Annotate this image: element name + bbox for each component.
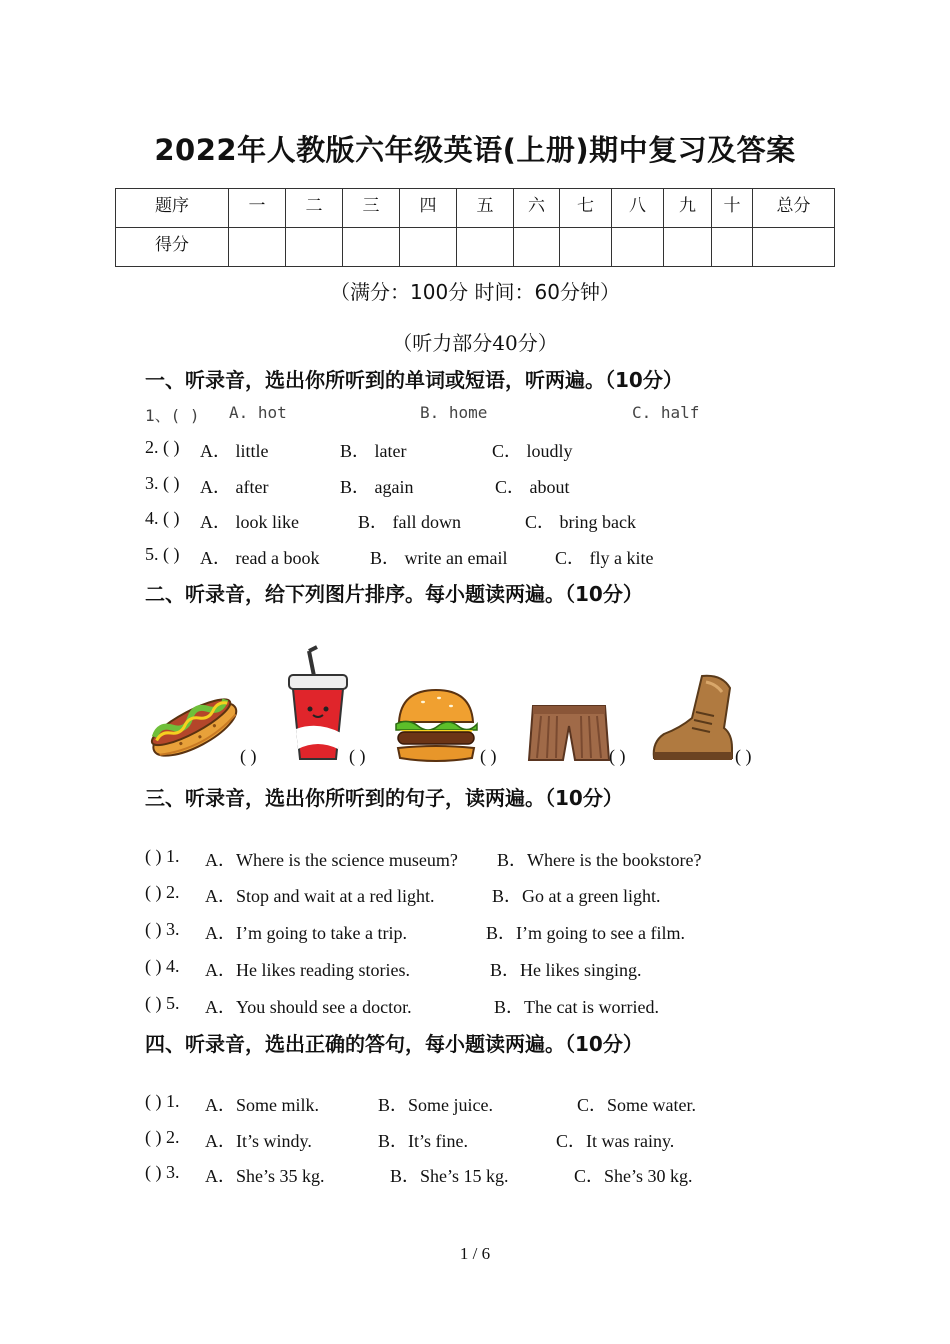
order-blank[interactable]: ( ) — [480, 746, 497, 766]
option-a: A．Where is the science museum? — [205, 850, 458, 870]
item-number: ( ) 2. — [145, 1127, 180, 1147]
score-input-cell[interactable] — [229, 228, 286, 267]
item-number: 3. ( ) — [145, 473, 180, 493]
table-cell: 四 — [400, 189, 457, 228]
option-a: A． look like — [200, 512, 299, 532]
table-cell: 九 — [664, 189, 712, 228]
table-cell: 得分 — [116, 228, 229, 267]
option-c: C．She’s 30 kg. — [574, 1166, 693, 1186]
item-number: 1、( ) — [145, 406, 200, 425]
score-input-cell[interactable] — [514, 228, 560, 267]
score-input-cell[interactable] — [457, 228, 514, 267]
item-number: ( ) 1. — [145, 1091, 180, 1111]
option-b: B． again — [340, 477, 414, 497]
score-input-cell[interactable] — [712, 228, 753, 267]
listening-part-title: （听力部分40分） — [392, 331, 558, 355]
option-a: A． read a book — [200, 548, 320, 568]
order-blank[interactable]: ( ) — [609, 746, 626, 766]
boot-icon — [650, 672, 734, 764]
score-input-cell[interactable] — [753, 228, 835, 267]
order-blank[interactable]: ( ) — [240, 746, 257, 766]
score-table — [115, 188, 835, 267]
option-a: A．She’s 35 kg. — [205, 1166, 325, 1186]
shorts-icon — [527, 704, 611, 764]
option-a: A．You should see a doctor. — [205, 997, 412, 1017]
item-number: 5. ( ) — [145, 544, 180, 564]
option-b: B． write an email — [370, 548, 508, 568]
item-number: ( ) 2. — [145, 882, 180, 902]
option-a: A．I’m going to take a trip. — [205, 923, 407, 943]
score-input-cell[interactable] — [400, 228, 457, 267]
option-a: A． after — [200, 477, 269, 497]
option-b: B．Where is the bookstore? — [497, 850, 702, 870]
page-title: 2022年人教版六年级英语(上册)期中复习及答案 — [154, 133, 796, 167]
table-cell: 十 — [712, 189, 753, 228]
page-number: 1 / 6 — [459, 1244, 491, 1263]
hot-dog-icon — [143, 678, 241, 764]
table-cell: 五 — [457, 189, 514, 228]
option-a: A．Some milk. — [205, 1095, 320, 1115]
section2-heading: 二、听录音，给下列图片排序。每小题读两遍。（10分） — [145, 582, 643, 606]
option-a: A．It’s windy. — [205, 1131, 312, 1151]
option-c: C． loudly — [492, 441, 573, 461]
score-input-cell[interactable] — [664, 228, 712, 267]
exam-info: （满分：100分 时间：60分钟） — [330, 280, 620, 304]
option-c: C. half — [632, 403, 700, 422]
option-b: B. home — [420, 403, 488, 422]
score-input-cell[interactable] — [560, 228, 612, 267]
item-number: ( ) 4. — [145, 956, 180, 976]
option-c: C． bring back — [525, 512, 636, 532]
option-c: C． fly a kite — [555, 548, 654, 568]
option-b: B． later — [340, 441, 407, 461]
option-a: A．He likes reading stories. — [205, 960, 410, 980]
option-b: B．The cat is worried. — [494, 997, 659, 1017]
option-b: B． fall down — [358, 512, 461, 532]
table-cell: 题序 — [116, 189, 229, 228]
section4-heading: 四、听录音，选出正确的答句，每小题读两遍。（10分） — [145, 1032, 643, 1056]
option-a: A．Stop and wait at a red light. — [205, 886, 435, 906]
item-number: 4. ( ) — [145, 508, 180, 528]
table-cell: 六 — [514, 189, 560, 228]
table-cell: 三 — [343, 189, 400, 228]
table-cell: 总分 — [753, 189, 835, 228]
option-b: B．Go at a green light. — [492, 886, 661, 906]
score-table-score-row — [116, 228, 835, 267]
option-c: C．It was rainy. — [556, 1131, 675, 1151]
item-number: ( ) 5. — [145, 993, 180, 1013]
hamburger-icon — [393, 688, 479, 764]
item-number: 2. ( ) — [145, 437, 180, 457]
section1-heading: 一、听录音，选出你所听到的单词或短语，听两遍。（10分） — [145, 368, 683, 392]
order-blank[interactable]: ( ) — [735, 746, 752, 766]
item-number: ( ) 3. — [145, 1162, 180, 1182]
option-b: B．She’s 15 kg. — [390, 1166, 509, 1186]
score-table-header-row — [116, 189, 835, 228]
option-a: A. hot — [229, 403, 287, 422]
item-number: ( ) 3. — [145, 919, 180, 939]
score-input-cell[interactable] — [612, 228, 664, 267]
table-cell: 一 — [229, 189, 286, 228]
option-b: B．Some juice. — [378, 1095, 493, 1115]
option-b: B．He likes singing. — [490, 960, 642, 980]
score-input-cell[interactable] — [343, 228, 400, 267]
table-cell: 七 — [560, 189, 612, 228]
table-cell: 二 — [286, 189, 343, 228]
order-blank[interactable]: ( ) — [349, 746, 366, 766]
soft-drink-icon — [285, 645, 351, 763]
option-c: C． about — [495, 477, 570, 497]
item-number: ( ) 1. — [145, 846, 180, 866]
score-input-cell[interactable] — [286, 228, 343, 267]
option-c: C．Some water. — [577, 1095, 696, 1115]
option-a: A． little — [200, 441, 269, 461]
option-b: B．I’m going to see a film. — [486, 923, 685, 943]
option-b: B．It’s fine. — [378, 1131, 468, 1151]
section3-heading: 三、听录音，选出你所听到的句子，读两遍。（10分） — [145, 786, 623, 810]
table-cell: 八 — [612, 189, 664, 228]
